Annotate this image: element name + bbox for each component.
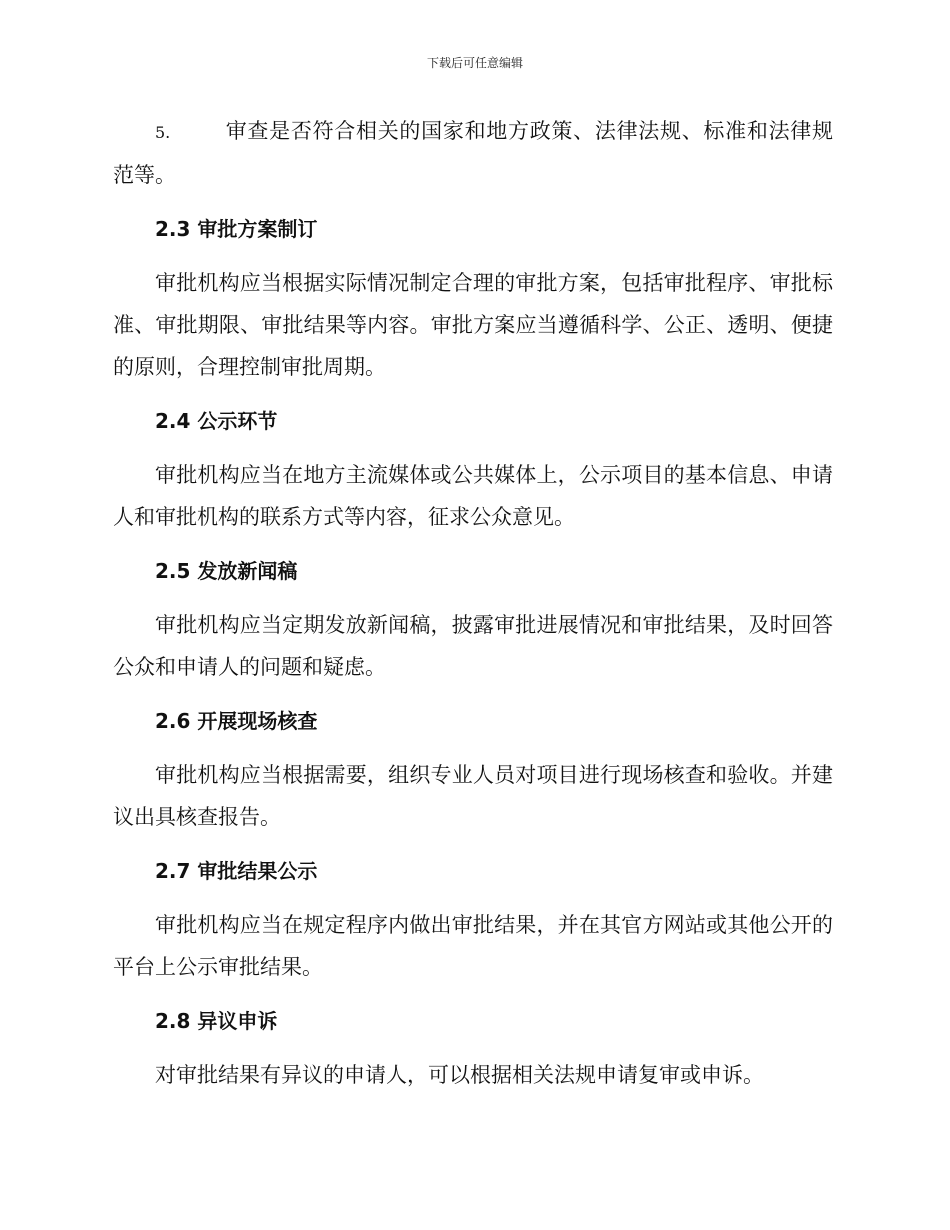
section-2-7 [113,850,833,988]
section-heading: 2.5 发放新闻稿 [155,559,298,583]
section-paragraph: 对审批结果有异议的申请人，可以根据相关法规申请复审或申诉。 [155,1063,764,1087]
page-header: 下载后可任意编辑 [426,56,523,70]
section-2-6 [113,700,833,838]
list-item-number: 5. [155,123,171,142]
section-2-4 [113,400,833,538]
list-item-5 [113,110,833,196]
section-paragraph: 审批机构应当根据实际情况制定合理的审批方案，包括审批程序、审批标准、审批期限、审批结果等内容。审批方案应当遵循科学、公正、透明、便捷的原则，合理控制审批周期。 [113,271,833,379]
section-heading: 2.8 异议申诉 [155,1009,278,1033]
section-paragraph: 审批机构应当在地方主流媒体或公共媒体上，公示项目的基本信息、申请人和审批机构的联系方式等内容，征求公众意见。 [113,463,833,529]
section-paragraph: 审批机构应当根据需要，组织专业人员对项目进行现场核查和验收。并建议出具核查报告。 [113,763,833,829]
section-2-3 [113,208,833,388]
section-2-8 [113,1000,833,1096]
section-heading: 2.3 审批方案制订 [155,217,318,241]
section-paragraph: 审批机构应当定期发放新闻稿，披露审批进展情况和审批结果，及时回答公众和申请人的问题和疑虑。 [113,613,833,679]
section-paragraph: 审批机构应当在规定程序内做出审批结果，并在其官方网站或其他公开的平台上公示审批结果。 [113,913,833,979]
document-body [113,110,833,1096]
section-heading: 2.7 审批结果公示 [155,859,318,883]
section-2-5 [113,550,833,688]
section-heading: 2.4 公示环节 [155,409,278,433]
list-item-text: 审查是否符合相关的国家和地方政策、法律法规、标准和法律规范等。 [113,119,833,187]
section-heading: 2.6 开展现场核查 [155,709,318,733]
